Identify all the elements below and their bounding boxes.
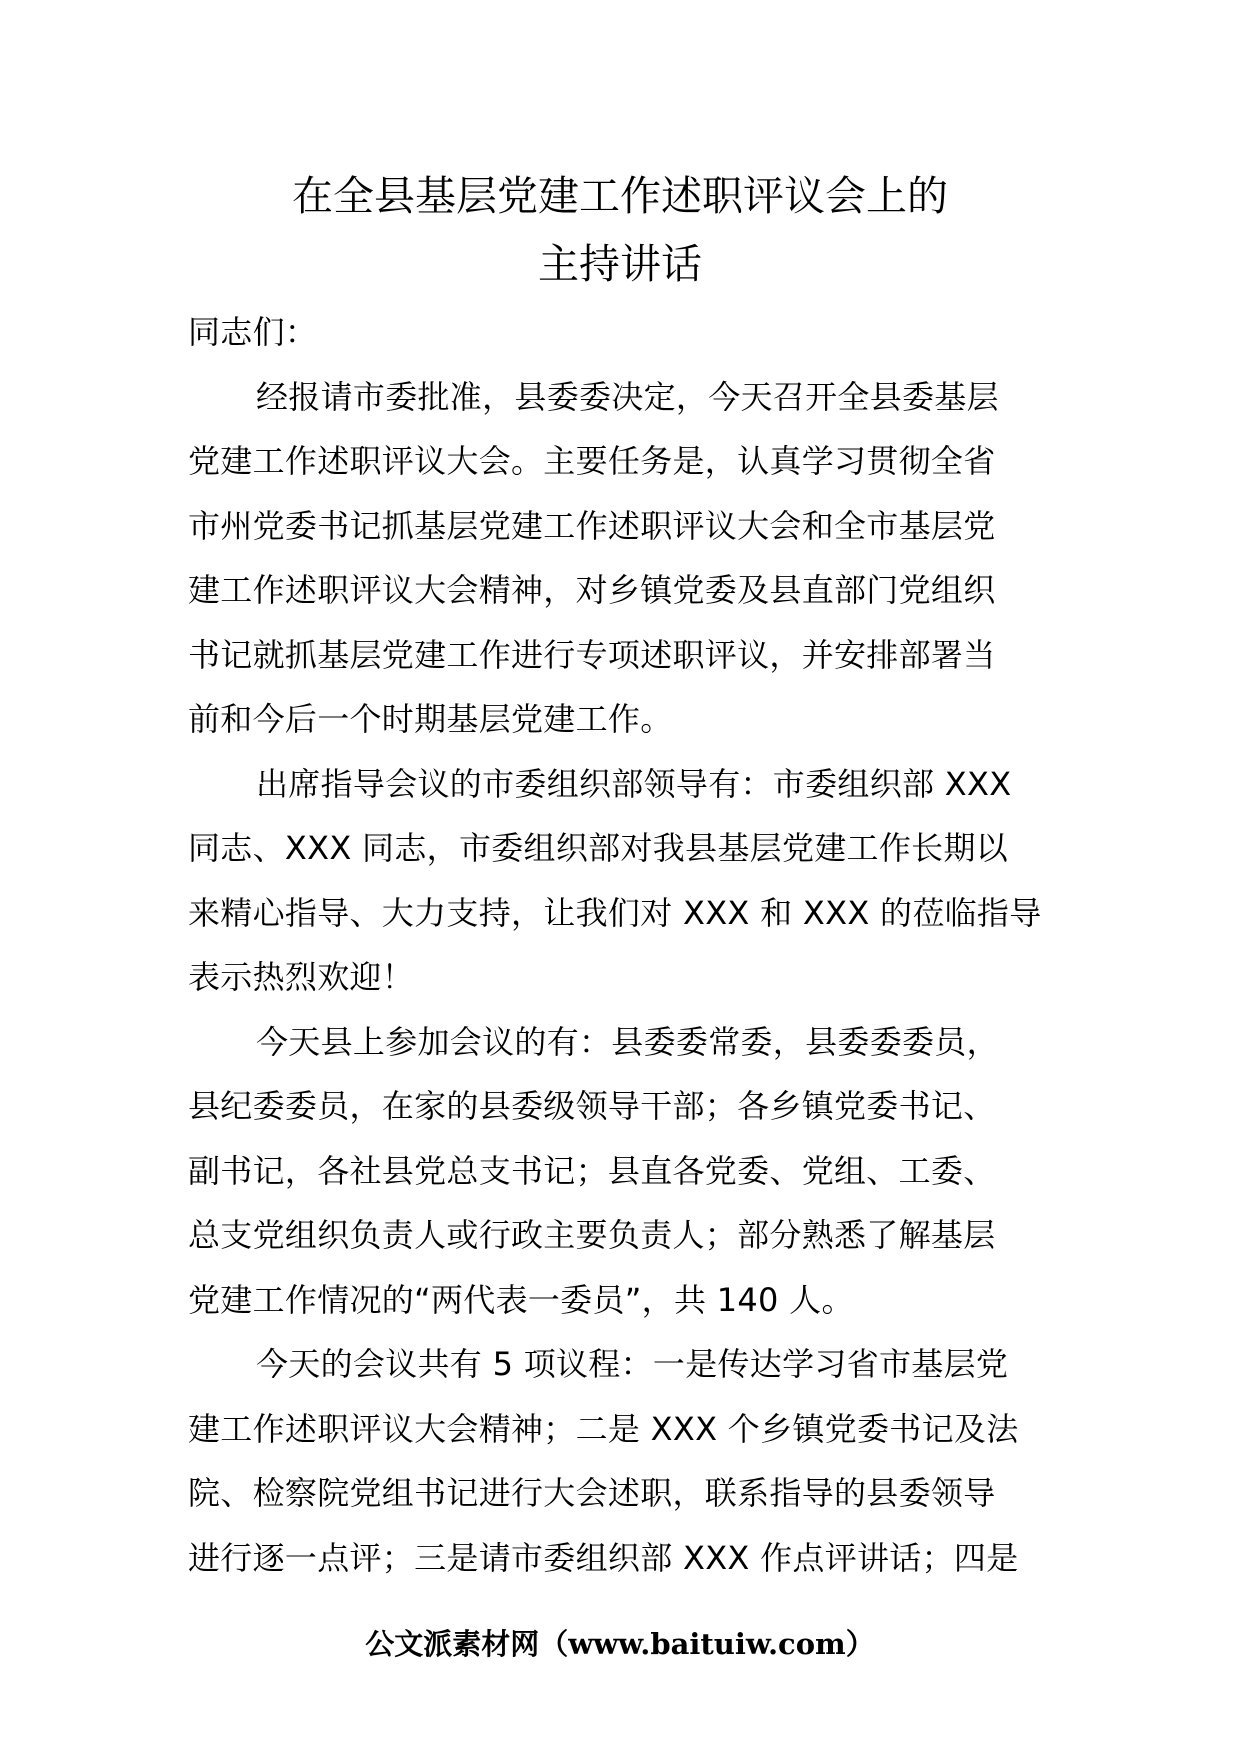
text-line: 经报请市委批准，县委委决定，今天召开全县委基层: [256, 377, 999, 416]
text-line: 表示热烈欢迎！: [188, 958, 415, 996]
page-footer: 公文派素材网（www.baituiw.com）: [365, 1627, 875, 1661]
text-line: 来精心指导、大力支持，让我们对 XXX 和 XXX 的莅临指导: [188, 893, 1042, 932]
text-line: 出席指导会议的市委组织部领导有：市委组织部 XXX: [256, 764, 1012, 803]
document-title-line-2: 主持讲话: [538, 240, 702, 288]
text-line: 今天的会议共有 5 项议程：一是传达学习省市基层党: [256, 1345, 1009, 1383]
text-line: 建工作述职评议大会精神，对乡镇党委及县直部门党组织: [188, 571, 996, 609]
document-title-line-1: 在全县基层党建工作述职评议会上的: [292, 172, 948, 220]
text-line: 前和今后一个时期基层党建工作。: [188, 700, 673, 738]
text-line: 副书记，各社县党总支书记；县直各党委、党组、工委、: [188, 1151, 996, 1190]
text-line: 党建工作述职评议大会。主要任务是，认真学习贯彻全省: [188, 442, 996, 480]
document-body: [188, 300, 1068, 1590]
text-line: 党建工作情况的“两代表一委员”，共 140 人。: [188, 1280, 854, 1319]
text-line: 同志、XXX 同志，市委组织部对我县基层党建工作长期以: [188, 829, 1009, 867]
text-line: 院、检察院党组书记进行大会述职，联系指导的县委领导: [188, 1474, 996, 1512]
text-line: 同志们：: [188, 313, 318, 351]
text-line: 今天县上参加会议的有：县委委常委，县委委委员，: [256, 1022, 999, 1061]
text-line: 书记就抓基层党建工作进行专项述职评议，并安排部署当: [188, 635, 996, 674]
text-line: 县纪委委员，在家的县委级领导干部；各乡镇党委书记、: [188, 1087, 996, 1125]
text-line: 建工作述职评议大会精神；二是 XXX 个乡镇党委书记及法: [188, 1409, 1019, 1448]
text-line: 进行逐一点评；三是请市委组织部 XXX 作点评讲话；四是: [188, 1538, 1019, 1577]
text-line: 总支党组织负责人或行政主要负责人；部分熟悉了解基层: [188, 1216, 996, 1254]
text-line: 市州党委书记抓基层党建工作述职评议大会和全市基层党: [188, 506, 996, 545]
